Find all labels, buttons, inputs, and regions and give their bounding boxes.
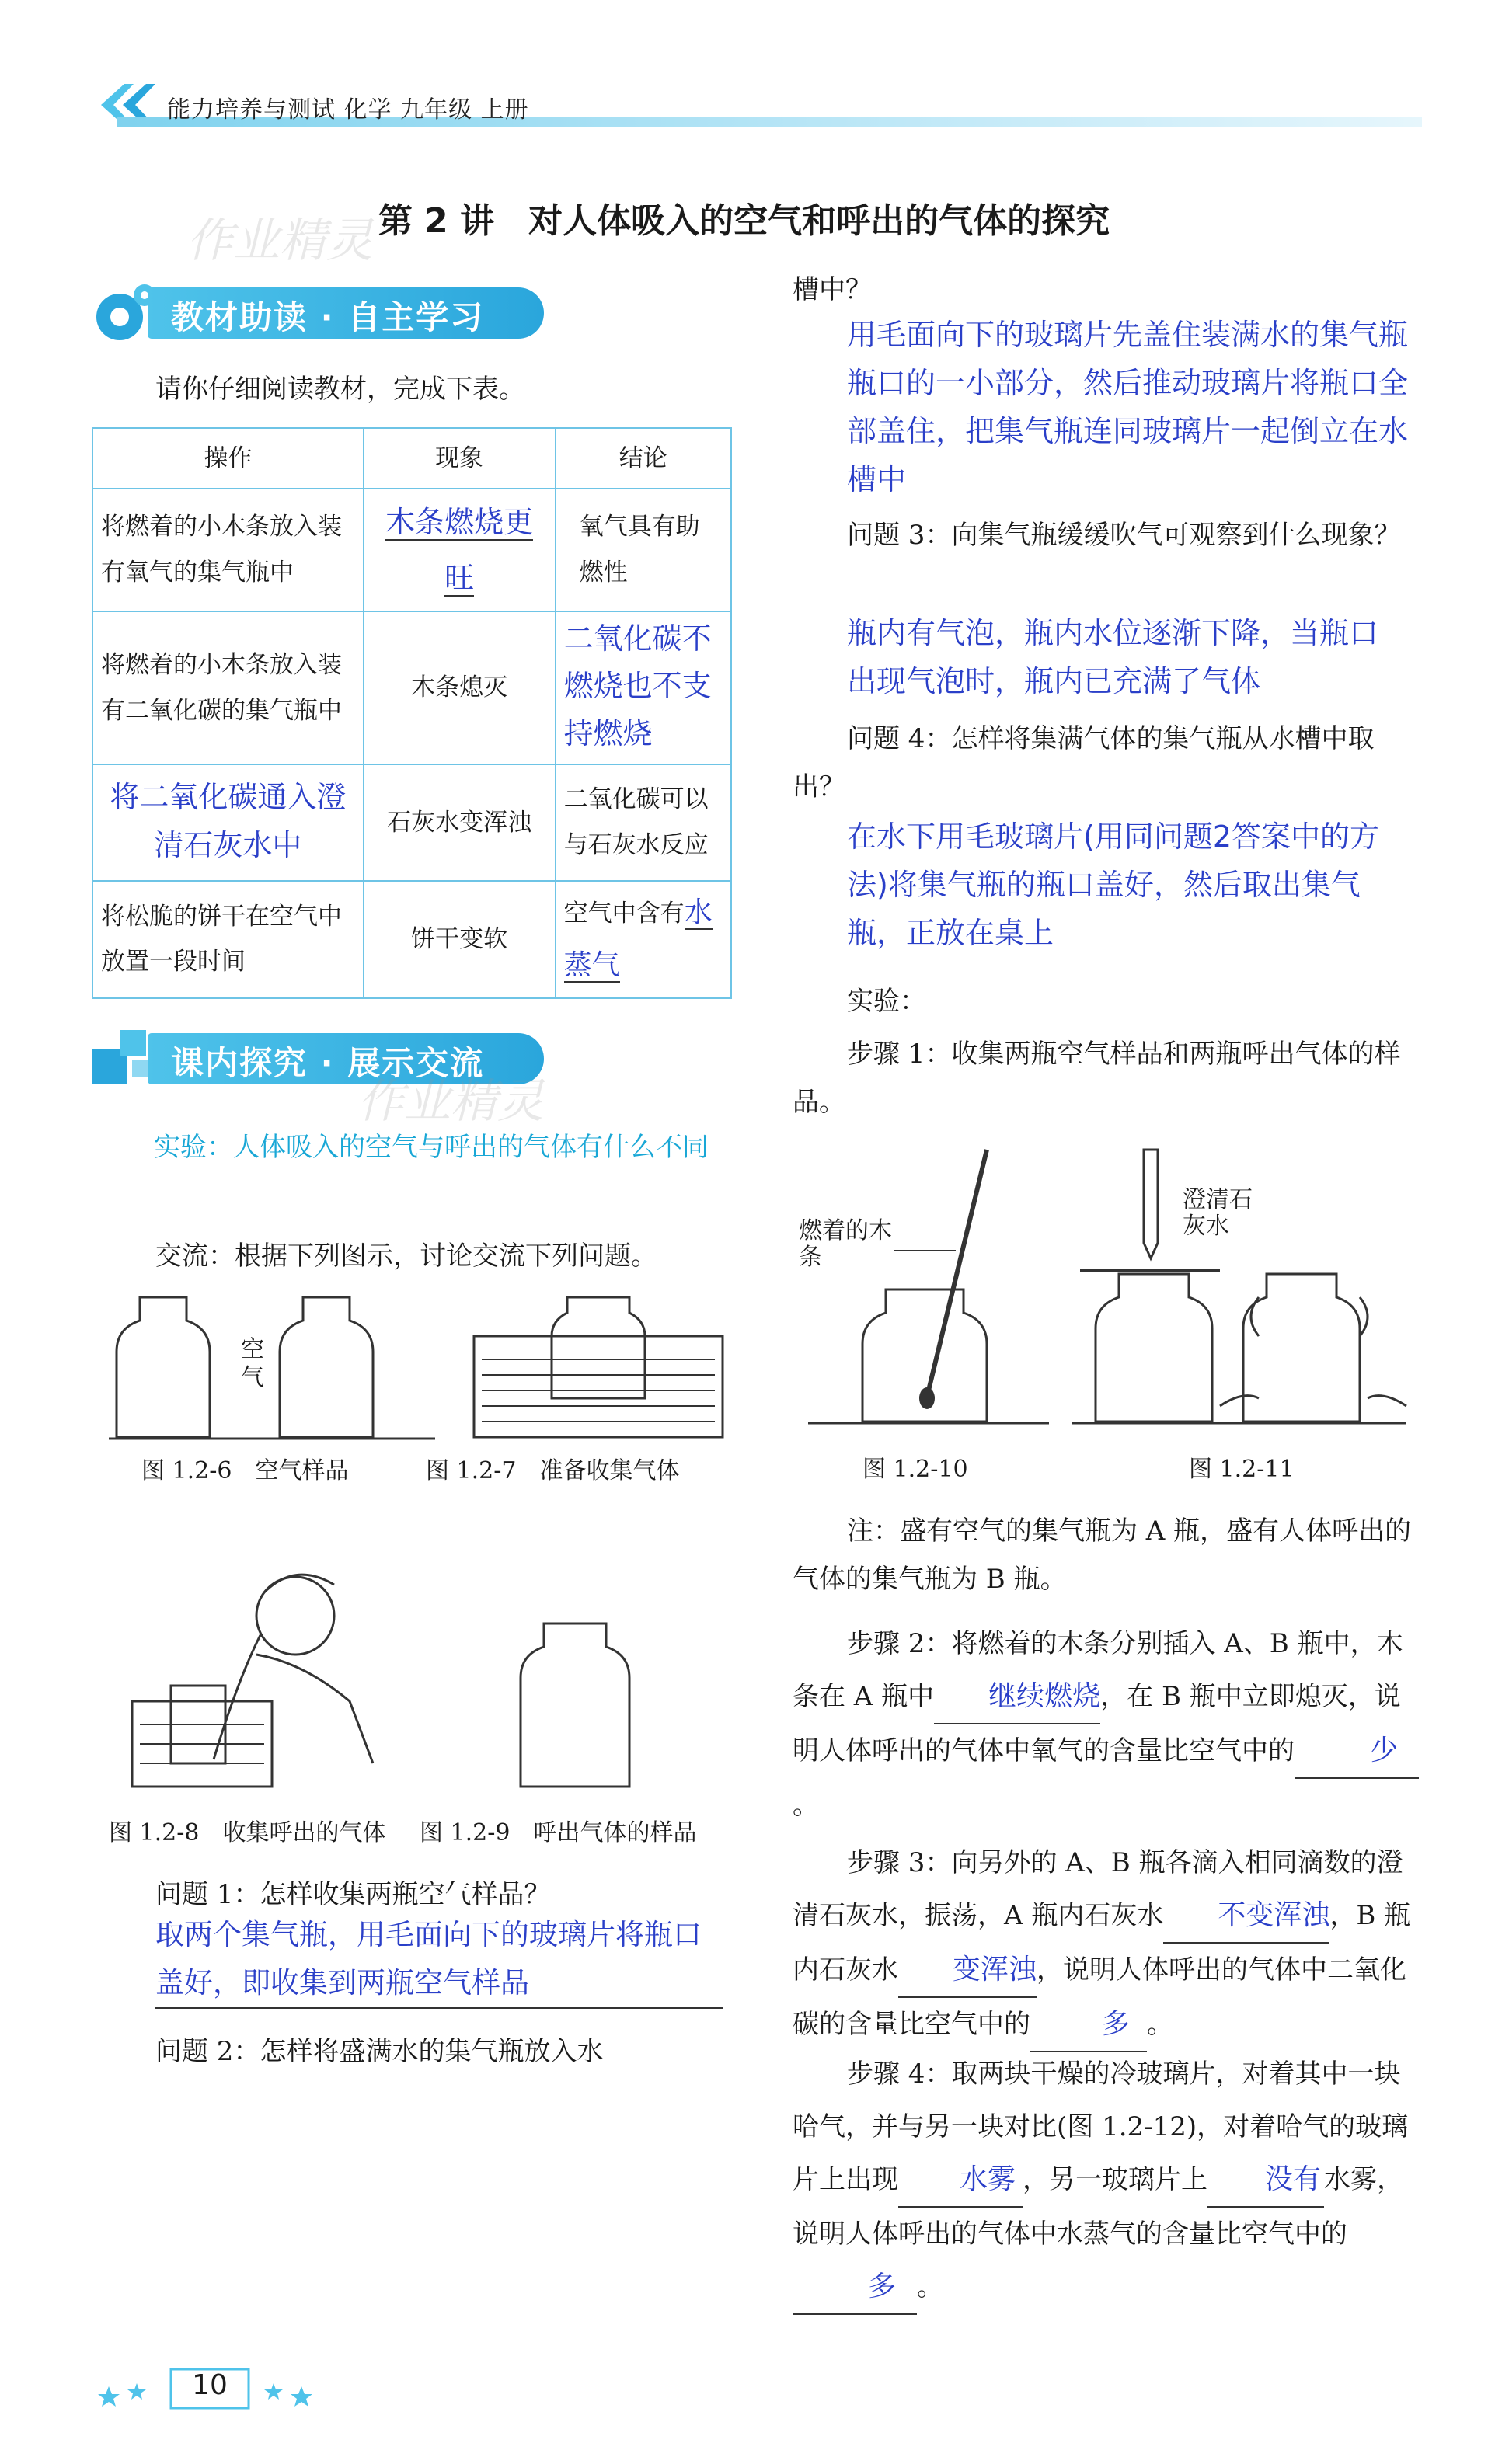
handwritten-answer: 水蒸气 (563, 896, 713, 982)
step-text: 步骤 4：取两块干燥的冷玻璃片，对着其中一块哈气，并与另一块对比(图 1.2-12)，对着哈气的玻璃片上出现 (793, 2059, 1409, 2195)
step-text: ，B 瓶内石灰水 (793, 1900, 1411, 1985)
figure-caption: 图 1.2-11 (1189, 1456, 1295, 1483)
table-row (92, 611, 731, 764)
figure-caption: 图 1.2-8 收集呼出的气体 (109, 1819, 386, 1846)
answer-3: 瓶内有气泡，瓶内水位逐渐下降，当瓶口出现气泡时，瓶内已充满了气体 (847, 616, 1379, 698)
figure-label-lime: 澄清石灰水 (1183, 1186, 1253, 1240)
question-1: 问题 1：怎样收集两瓶空气样品？ (155, 1879, 551, 1910)
step-4 (793, 2048, 1422, 2315)
watermark: 作业精灵 (186, 214, 373, 268)
figure-caption: 图 1.2-9 呼出气体的样品 (420, 1819, 697, 1846)
question-3: 问题 3：向集气瓶缓缓吹气可观察到什么现象？ (847, 520, 1401, 551)
step-text: 水雾，说明人体呼出的气体中水蒸气的含量比空气中的 (793, 2164, 1403, 2250)
handwritten-answer: 少 (1295, 1724, 1419, 1779)
figure-prepare-collect (466, 1289, 730, 1453)
handwritten-answer: 将二氧化碳通入澄清石灰水中 (110, 780, 347, 863)
table-row (92, 489, 731, 611)
question-2-end: 槽中？ (793, 274, 872, 305)
banner-text: 教材助读 · 自主学习 (171, 298, 485, 336)
question-2-start: 问题 2：怎样将盛满水的集气瓶放入水 (155, 2036, 604, 2067)
step-text: 。 (1147, 2009, 1173, 2040)
banner-text: 课内探究 · 展示交流 (171, 1044, 485, 1082)
figure-burning-stick (800, 1134, 1057, 1445)
answer-4: 在水下用毛玻璃片(用同问题2答案中的方法)将集气瓶的瓶口盖好，然后取出集气瓶，正放在桌上 (847, 820, 1380, 950)
table-cell: 空气中含有 (563, 900, 685, 928)
figure-lime-water (1065, 1134, 1414, 1445)
handwritten-answer: 不变浑浊 (1163, 1889, 1329, 1944)
step-text: 步骤 3：向另外的 A、B 瓶各滴入相同滴数的澄清石灰水，振荡，A 瓶内石灰水 (793, 1847, 1403, 1931)
handwritten-answer: 木条燃烧更旺 (385, 505, 534, 596)
watermark: 作业精灵 (357, 1074, 544, 1129)
step-text: ，说明人体呼出的气体中二氧化碳的含量比空气中的 (793, 1954, 1407, 2040)
table-row (92, 881, 731, 998)
table-header: 操作 (92, 428, 364, 489)
handwritten-answer: 二氧化碳不燃烧也不支持燃烧 (563, 621, 712, 751)
question-4: 问题 4：怎样将集满气体的集气瓶从水槽中取出？ (793, 723, 1375, 802)
step-text: ，在 B 瓶中立即熄灭，说明人体呼出的气体中氧气的含量比空气中的 (793, 1681, 1401, 1766)
handwritten-answer: 没有 (1207, 2153, 1324, 2208)
figure-caption: 图 1.2-7 准备收集气体 (426, 1457, 680, 1484)
table-cell: 氧气具有助燃性 (556, 489, 731, 611)
section-banner-reading (85, 280, 544, 346)
handwritten-answer: 变浑浊 (898, 1944, 1037, 1998)
table-row (92, 764, 731, 881)
reading-table (92, 427, 732, 999)
step-1: 步骤 1：收集两瓶空气样品和两瓶呼出气体的样品。 (793, 1039, 1401, 1118)
figure-boy-blowing (124, 1561, 389, 1810)
table-header: 现象 (364, 428, 556, 489)
experiment-title: 实验：人体吸入的空气与呼出的气体有什么不同 (154, 1132, 709, 1163)
figure-exhaled-sample (513, 1616, 637, 1794)
table-header: 结论 (556, 428, 731, 489)
header-title: 能力培养与测试 化学 九年级 上册 (167, 96, 529, 124)
figure-label-stick: 燃着的木条 (799, 1217, 892, 1271)
step-text: 。 (917, 2271, 943, 2302)
handwritten-answer: 水雾 (898, 2153, 1023, 2208)
experiment-label: 实验： (847, 986, 926, 1017)
figure-air-samples (109, 1289, 435, 1453)
exchange-text: 交流：根据下列图示，讨论交流下列问题。 (155, 1241, 657, 1272)
table-cell: 将燃着的小木条放入装有二氧化碳的集气瓶中 (92, 611, 364, 764)
table-cell: 二氧化碳可以与石灰水反应 (556, 764, 731, 881)
table-cell: 石灰水变浑浊 (364, 764, 556, 881)
handwritten-answer: 多 (793, 2260, 917, 2315)
instruction-text: 请你仔细阅读教材，完成下表。 (155, 374, 525, 405)
figure-caption: 图 1.2-6 空气样品 (141, 1457, 349, 1484)
table-cell: 将松脆的饼干在空气中放置一段时间 (92, 881, 364, 998)
step-text: ，另一玻璃片上 (1023, 2164, 1207, 2195)
handwritten-answer: 多 (1030, 1998, 1147, 2052)
note-text: 注：盛有空气的集气瓶为 A 瓶，盛有人体呼出的气体的集气瓶为 B 瓶。 (793, 1516, 1412, 1595)
step-2 (793, 1617, 1422, 1832)
table-cell: 木条熄灭 (364, 611, 556, 764)
table-cell: 将燃着的小木条放入装有氧气的集气瓶中 (92, 489, 364, 611)
table-header-row (92, 428, 731, 489)
table-cell: 饼干变软 (364, 881, 556, 998)
step-text: 步骤 2：将燃着的木条分别插入 A、B 瓶中，木条在 A 瓶中 (793, 1628, 1403, 1712)
answer-2: 用毛面向下的玻璃片先盖住装满水的集气瓶瓶口的一小部分，然后推动玻璃片将瓶口全部盖住，把集气瓶连同玻璃片一起倒立在水槽中 (847, 318, 1409, 496)
figure-caption: 图 1.2-10 (862, 1456, 968, 1483)
figure-label-air: 空气 (241, 1336, 264, 1391)
handwritten-answer: 继续燃烧 (934, 1670, 1100, 1724)
step-text: 。 (793, 1790, 819, 1821)
page-number: 10 (192, 2369, 228, 2401)
answer-1: 取两个集气瓶，用毛面向下的玻璃片将瓶口盖好，即收集到两瓶空气样品 (155, 1911, 723, 2009)
step-3 (793, 1836, 1422, 2052)
lesson-title: 第 2 讲 对人体吸入的空气和呼出的气体的探究 (378, 201, 1110, 241)
